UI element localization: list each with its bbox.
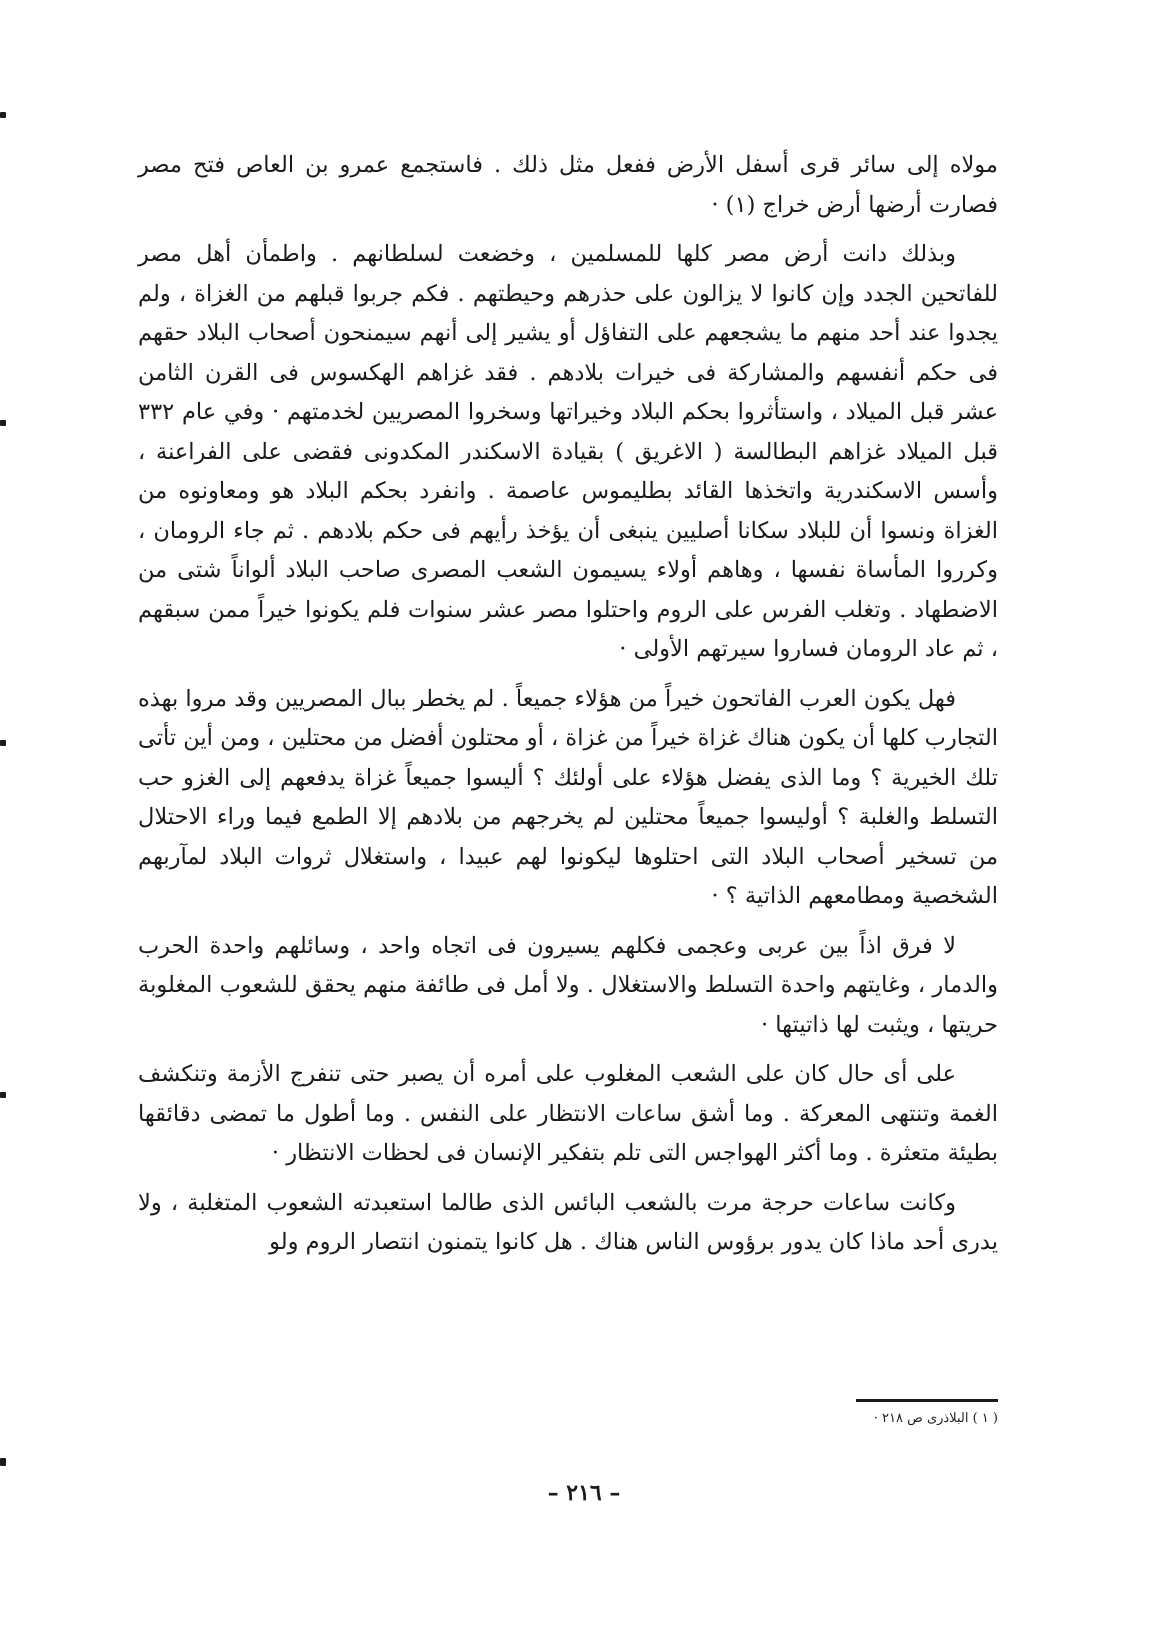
scan-edge-mark xyxy=(0,1458,6,1466)
paragraph: فهل يكون العرب الفاتحون خيراً من هؤلاء جميعاً . لم يخطر ببال المصريين وقد مروا بهذه التجارب كلها أن يكون هناك غزاة خيراً من غزاة ، أو محتلون أفضل من محتلين ، ومن أين تأتى تلك الخيرية ؟ وما الذى يفضل هؤلاء على أولئك ؟ أليسوا جميعاً غزاة يدفعهم إلى الغزو حب التسلط والغلبة ؟ أوليسوا جميعاً محتلين لم يخرجهم من بلادهم إلا الطمع فيما وراء الاحتلال من تسخير أصحاب البلاد التى احتلوها ليكونوا لهم عبيدا ، واستغلال ثروات البلاد لمآربهم الشخصية ومطامعهم الذاتية ؟ · xyxy=(138,685,998,909)
scan-edge-mark xyxy=(0,740,6,746)
scan-edge-mark xyxy=(0,1092,6,1098)
paragraph: وكانت ساعات حرجة مرت بالشعب البائس الذى طالما استعبدته الشعوب المتغلبة ، ولا يدرى أحد ماذا كان يدور برؤوس الناس هناك . هل كانوا يتمنون انتصار الروم ولو xyxy=(138,1189,998,1255)
scan-edge-mark xyxy=(0,420,6,426)
paragraph: لا فرق اذاً بين عربى وعجمى فكلهم يسيرون فى اتجاه واحد ، وسائلهم واحدة الحرب والدمار ، وغايتهم واحدة التسلط والاستغلال . ولا أمل فى طائفة منهم يحقق للشعوب المغلوبة حريتها ، ويثبت لها ذاتيتها · xyxy=(138,932,998,1038)
footnote-separator xyxy=(856,1399,998,1402)
scan-edge-mark xyxy=(0,112,6,118)
paragraph: مولاه إلى سائر قرى أسفل الأرض ففعل مثل ذلك . فاستجمع عمرو بن العاص فتح مصر فصارت أرضها أرض خراج (١) · xyxy=(138,152,998,218)
body-text xyxy=(138,146,998,1273)
paragraph: على أى حال كان على الشعب المغلوب على أمره أن يصبر حتى تنفرج الأزمة وتنكشف الغمة وتنتهى المعركة . وما أشق ساعات الانتظار على النفس . وما أطول ما تمضى دقائقها بطيئة متعثرة . وما أكثر الهواجس التى تلم بتفكير الإنسان فى لحظات الانتظار · xyxy=(138,1061,998,1166)
page-number: – ٢١٦ – xyxy=(547,1480,621,1506)
footnote: ( ١ ) البلاذرى ص ٢١٨ · xyxy=(873,1411,998,1426)
paragraph: وبذلك دانت أرض مصر كلها للمسلمين ، وخضعت لسلطانهم . واطمأن أهل مصر للفاتحين الجدد وإن كانوا لا يزالون على حذرهم وحيطتهم . فكم جربوا قبلهم من الغزاة ، ولم يجدوا عند أحد منهم ما يشجعهم على التفاؤل أو يشير إلى أنهم سيمنحون أصحاب البلاد حقهم فى حكم أنفسهم والمشاركة فى خيرات بلادهم . فقد غزاهم الهكسوس فى القرن الثامن عشر قبل الميلاد ، واستأثروا بحكم البلاد وخيراتها وسخروا المصريين لخدمتهم · وفي عام ٣٣٢ قبل الميلاد غزاهم البطالسة ( الاغريق ) بقيادة الاسكندر المكدونى فقضى على الفراعنة ، وأسس الاسكندرية واتخذها القائد بطليموس عاصمة . وانفرد بحكم البلاد هو ومعاونوه من الغزاة ونسوا أن للبلاد سكانا أصليين ينبغى أن يؤخذ رأيهم فى حكم بلادهم . ثم جاء الرومان ، وكرروا المأساة نفسها ، وهاهم أولاء يسيمون الشعب المصرى صاحب البلاد ألواناً شتى من الاضطهاد . وتغلب الفرس على الروم واحتلوا مصر عشر سنوات فلم يكونوا خيراً ممن سبقهم ، ثم عاد الرومان فساروا سيرتهم الأولى · xyxy=(138,241,998,662)
